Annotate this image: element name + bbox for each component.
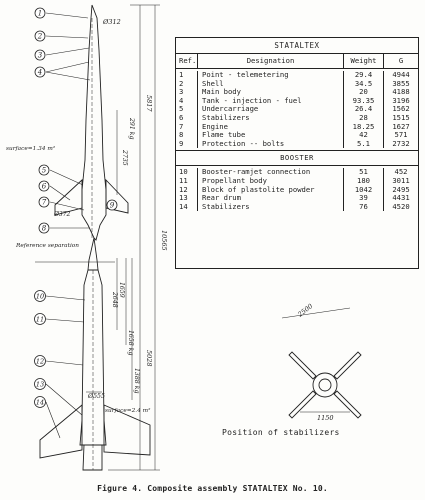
leader-2: [46, 36, 88, 38]
cell-designation: Undercarriage: [198, 105, 344, 114]
callout-5: 5: [41, 166, 47, 175]
cell-g: 3011: [392, 175, 410, 185]
cell-weight: 42: [344, 131, 384, 140]
stab-fin-lower-left: [289, 391, 316, 418]
callout-14: 14: [35, 398, 45, 407]
cell-designation: Stabilizers: [198, 114, 344, 123]
cell-weight: 5.1: [344, 140, 384, 149]
cell-ref: 1: [176, 71, 198, 80]
header-weight: Weight: [344, 54, 384, 68]
table-row: [176, 105, 418, 114]
callout-10: 10: [35, 292, 45, 301]
callout-13: 13: [35, 380, 45, 389]
dim-length-ramjet: 5817: [145, 95, 153, 112]
booster-nozzle: [83, 445, 102, 470]
callout-group: [35, 8, 118, 408]
cell-designation: Tank - injection - fuel: [198, 97, 344, 106]
dim-mass-291kg: 291 kg: [128, 118, 135, 140]
cell-weight: 180: [344, 177, 384, 186]
table-row: [176, 97, 418, 106]
stab-fin-upper-left: [289, 352, 316, 379]
dim-booster-diameter: Ø555: [88, 393, 105, 400]
cell-ref: 10: [176, 168, 198, 177]
stab-width-label: 1150: [317, 414, 334, 422]
reference-separation-text: Reference separation: [16, 243, 80, 249]
cell-weight: 1042: [344, 186, 384, 195]
cell-designation: Point - telemetering: [198, 71, 344, 80]
leader-6: [50, 186, 70, 200]
cell-weight: 51: [344, 168, 384, 177]
cell-ref: 4: [176, 97, 198, 106]
cell-g: 4944: [392, 70, 410, 79]
connection-outline: [88, 238, 98, 270]
cell-designation: Engine: [198, 123, 344, 132]
cell-designation: Block of plastolite powder: [198, 186, 344, 195]
header-g: G: [398, 56, 404, 65]
cell-ref: 5: [176, 105, 198, 114]
cell-ref: 14: [176, 203, 198, 212]
cell-g: 452: [394, 167, 408, 177]
header-ref: Ref.: [176, 54, 198, 68]
cell-g: 1627: [392, 121, 410, 131]
dim-mass-1388kg: 1388 kg: [133, 368, 140, 394]
callout-3: 3: [37, 51, 43, 60]
callout-1: 1: [37, 9, 43, 18]
cell-weight: 26.4: [344, 105, 384, 114]
cell-designation: Booster-ramjet connection: [198, 168, 344, 177]
cell-g: 571: [394, 130, 408, 140]
leader-10: [46, 296, 85, 300]
cell-weight: 28: [344, 114, 384, 123]
leader-12: [46, 361, 83, 365]
cell-weight: 39: [344, 194, 384, 203]
cell-designation: Flame tube: [198, 131, 344, 140]
ramjet-body-outline: [82, 5, 106, 240]
cell-g: 4431: [392, 193, 410, 203]
cell-g: 2732: [392, 138, 410, 148]
cell-ref: 7: [176, 123, 198, 132]
table-row: [176, 203, 418, 212]
ramjet-fin-left: [55, 180, 82, 215]
dim-2648: 2648: [111, 292, 118, 308]
stab-fin-lower-right: [334, 391, 361, 418]
header-designation: Designation: [198, 54, 344, 68]
cell-g: 1515: [392, 112, 410, 122]
stab-body-outer: [313, 373, 337, 397]
callout-7: 7: [41, 198, 47, 207]
cell-g: 3855: [392, 78, 410, 88]
cell-designation: Rear drum: [198, 194, 344, 203]
table-row: [176, 131, 418, 140]
table-row: [176, 114, 418, 123]
table-row: [176, 168, 418, 177]
callout-4: 4: [37, 68, 43, 77]
cell-ref: 13: [176, 194, 198, 203]
stab-fin-upper-right: [334, 352, 361, 379]
dim-2735: 2735: [121, 150, 128, 166]
leader-4a: [46, 62, 89, 72]
stab-span-label: 2500: [296, 302, 315, 319]
table-row: [176, 88, 418, 97]
dim-top-diameter: Ø312: [103, 18, 121, 26]
cell-designation: Stabilizers: [198, 203, 344, 212]
table-row: [176, 123, 418, 132]
booster-fin-left: [40, 405, 82, 458]
booster-rows: [176, 166, 418, 211]
callout-6: 6: [41, 182, 47, 191]
cell-g: 2495: [392, 184, 410, 194]
table-row: [176, 71, 418, 80]
leader-3: [46, 48, 89, 55]
cell-g: 4188: [392, 87, 410, 97]
cell-g: 4520: [392, 201, 410, 211]
table-row: [176, 186, 418, 195]
dim-length-total: 10565: [160, 230, 168, 251]
leader-14: [46, 402, 60, 438]
leader-5: [50, 170, 83, 185]
cell-weight: 20: [344, 88, 384, 97]
callout-2: 2: [37, 32, 43, 41]
callout-11: 11: [35, 315, 45, 324]
cell-ref: 9: [176, 140, 198, 149]
cell-designation: Protection -- bolts: [198, 140, 344, 149]
table-header: [176, 53, 418, 69]
cell-designation: Propellant body: [198, 177, 344, 186]
table-row: [176, 194, 418, 203]
cell-designation: Main body: [198, 88, 344, 97]
cell-weight: 34.5: [344, 80, 384, 89]
reference-separation-label: [15, 243, 79, 249]
cell-weight: 29.4: [344, 71, 384, 80]
cell-g: 3196: [392, 95, 410, 105]
callout-8: 8: [41, 224, 47, 233]
dim-1659: 1659: [118, 282, 125, 298]
cell-ref: 3: [176, 88, 198, 97]
callout-12: 12: [35, 357, 45, 366]
cell-ref: 2: [176, 80, 198, 89]
table-row: [176, 80, 418, 89]
cell-ref: 6: [176, 114, 198, 123]
table-row: [176, 140, 418, 149]
surface-booster-label: surface=2.4 m²: [105, 408, 151, 414]
dim-mass-1658kg: 1658 kg: [127, 330, 134, 356]
cell-g: 1562: [392, 104, 410, 114]
cell-designation: Shell: [198, 80, 344, 89]
cell-weight: 93.35: [344, 97, 384, 106]
callout-9: 9: [109, 201, 115, 210]
dim-ramjet-diameter: Ø372: [54, 211, 71, 218]
table-row: [176, 177, 418, 186]
cell-ref: 11: [176, 177, 198, 186]
spec-table: [175, 37, 419, 269]
leader-4b: [46, 72, 90, 80]
booster-section-title: BOOSTER: [176, 150, 418, 166]
dim-length-booster: 5028: [145, 350, 153, 367]
leader-1: [46, 13, 88, 18]
ramjet-rows: [176, 69, 418, 148]
cell-ref: 12: [176, 186, 198, 195]
leader-11: [46, 319, 84, 322]
stab-body-inner: [319, 379, 331, 391]
surface-ramjet-label: surface=1.34 m²: [6, 146, 56, 152]
leader-13: [46, 384, 82, 415]
stabilizer-caption: Position of stabilizers: [222, 428, 340, 437]
cell-ref: 8: [176, 131, 198, 140]
figure-caption: Figure 4. Composite assembly STATALTEX No. 10.: [97, 484, 328, 493]
stab-span-dim-line: [282, 308, 350, 318]
cell-weight: 18.25: [344, 123, 384, 132]
table-title: STATALTEX: [274, 41, 320, 50]
cell-weight: 76: [344, 203, 384, 212]
